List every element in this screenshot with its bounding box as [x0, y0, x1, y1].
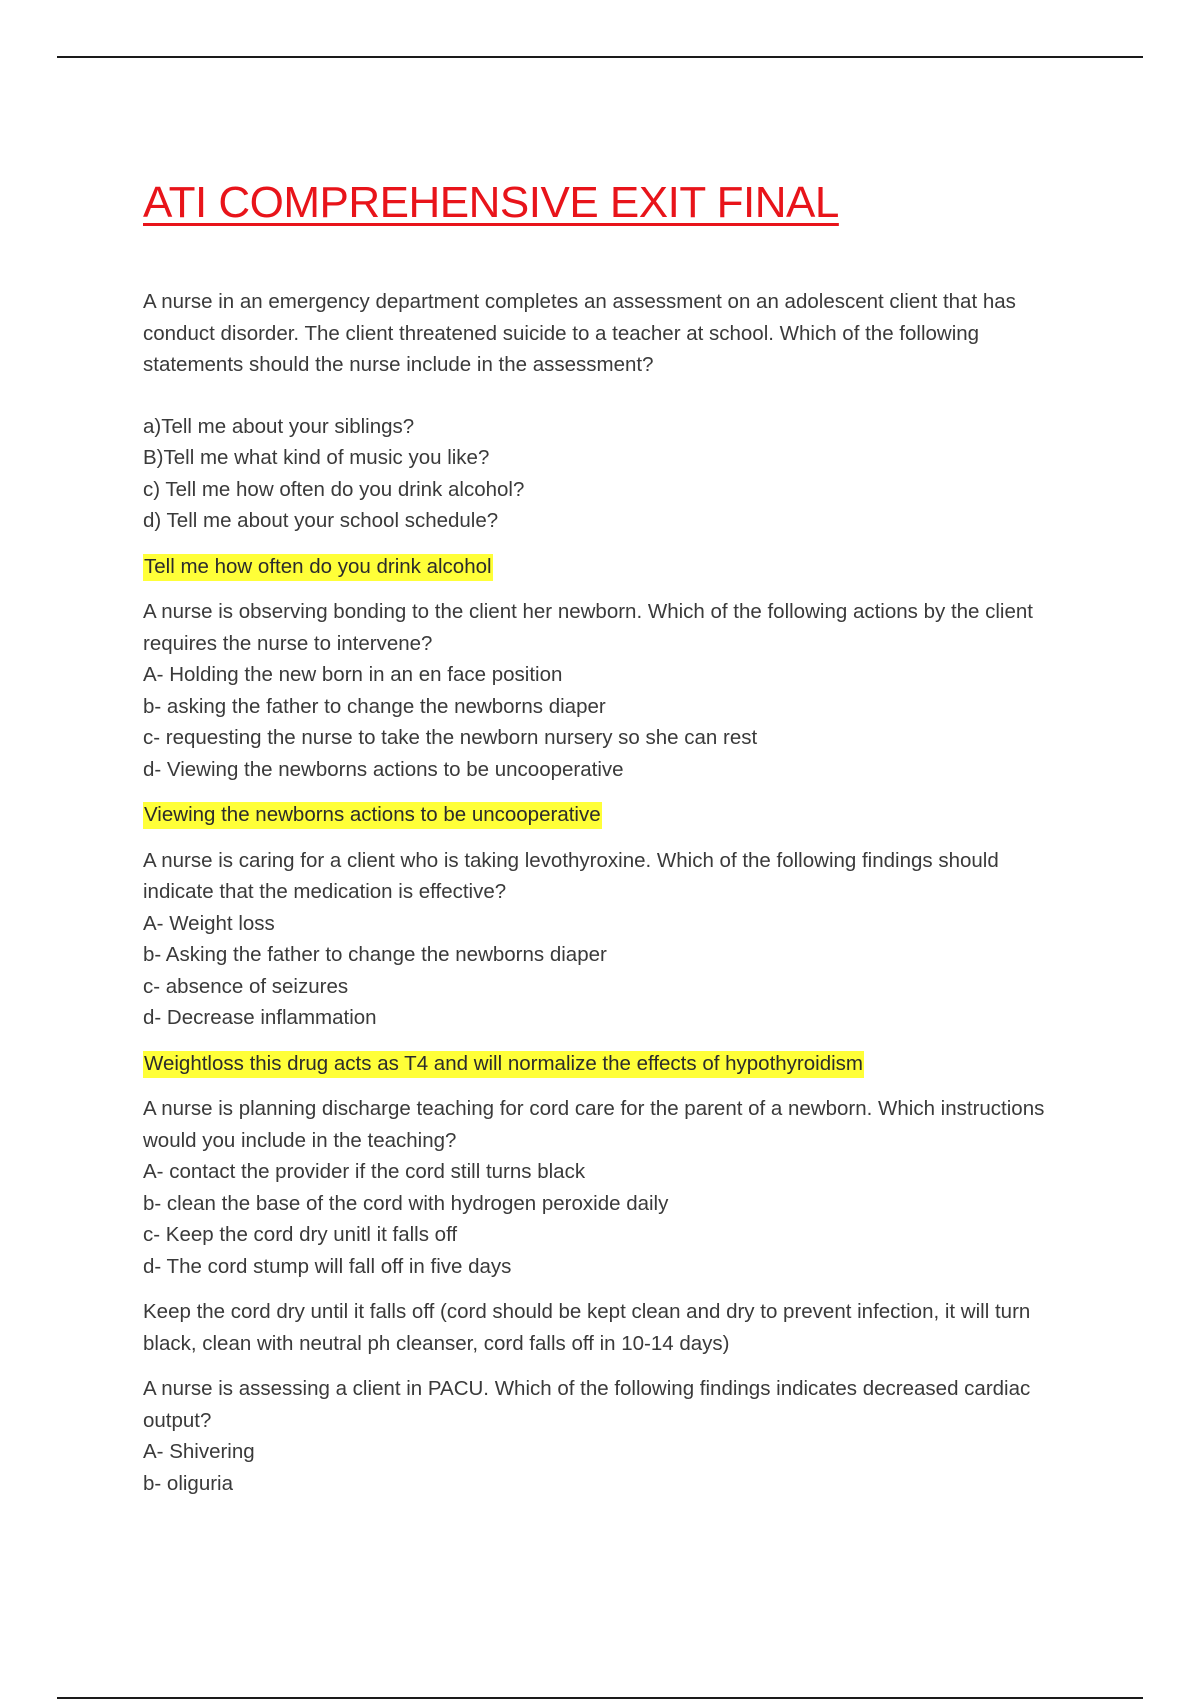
bottom-rule	[57, 1697, 1143, 1699]
document-body	[143, 178, 1063, 1499]
option-c: c- Keep the cord dry unitl it falls off	[143, 1223, 458, 1246]
question-3	[143, 845, 1063, 1080]
option-list	[143, 908, 1063, 1034]
option-a: A- Shivering	[143, 1440, 255, 1463]
option-a: A- contact the provider if the cord still turns black	[143, 1160, 586, 1183]
question-5	[143, 1373, 1063, 1499]
option-d: d- The cord stump will fall off in five days	[143, 1254, 512, 1278]
option-list	[143, 659, 1063, 785]
option-c: c- requesting the nurse to take the newborn nursery so she can rest	[143, 726, 758, 749]
option-a: A- Holding the new born in an en face position	[143, 663, 563, 686]
question-1	[143, 286, 1063, 582]
option-list	[143, 1156, 1063, 1282]
option-b: b- clean the base of the cord with hydrogen peroxide daily	[143, 1191, 669, 1215]
question-text: A nurse is caring for a client who is taking levothyroxine. Which of the following findings should indicate that the medication is effective?	[143, 848, 999, 903]
option-d: d- Decrease inflammation	[143, 1006, 377, 1029]
option-c: c- absence of seizures	[143, 974, 349, 998]
option-list	[143, 411, 1063, 537]
option-a: A- Weight loss	[143, 911, 275, 935]
option-b: b- oliguria	[143, 1471, 234, 1495]
option-b: b- Asking the father to change the newborns diaper	[143, 943, 607, 966]
answer-explanation: Keep the cord dry until it falls off (cord should be kept clean and dry to prevent infection, it will turn black, clean with neutral ph cleanser, cord falls off in 10-14 days)	[143, 1300, 1031, 1355]
option-b: B)Tell me what kind of music you like?	[143, 446, 490, 469]
option-d: d) Tell me about your school schedule?	[143, 509, 499, 532]
top-rule	[57, 56, 1143, 58]
highlighted-answer: Weightloss this drug acts as T4 and will normalize the effects of hypothyroidism	[143, 1051, 864, 1078]
highlighted-answer: Viewing the newborns actions to be uncooperative	[143, 802, 602, 829]
question-text: A nurse is planning discharge teaching for cord care for the parent of a newborn. Which instructions would you include in the teaching?	[143, 1097, 1045, 1152]
question-2	[143, 596, 1063, 831]
option-b: b- asking the father to change the newborns diaper	[143, 694, 606, 718]
option-d: d- Viewing the newborns actions to be uncooperative	[143, 757, 624, 781]
option-list	[143, 1436, 1063, 1499]
question-text: A nurse is observing bonding to the client her newborn. Which of the following actions by the client requires the nurse to intervene?	[143, 600, 1033, 655]
document-title: ATI COMPREHENSIVE EXIT FINAL	[143, 178, 839, 227]
highlighted-answer: Tell me how often do you drink alcohol	[143, 554, 493, 581]
question-text: A nurse in an emergency department completes an assessment on an adolescent client that has conduct disorder. The client threatened suicide to a teacher at school. Which of the following statements should the nurse include in the assessment?	[143, 290, 1016, 376]
question-text: A nurse is assessing a client in PACU. Which of the following findings indicates decreased cardiac output?	[143, 1377, 1031, 1432]
option-a: a)Tell me about your siblings?	[143, 414, 415, 438]
question-4	[143, 1093, 1063, 1359]
option-c: c) Tell me how often do you drink alcohol?	[143, 477, 525, 501]
